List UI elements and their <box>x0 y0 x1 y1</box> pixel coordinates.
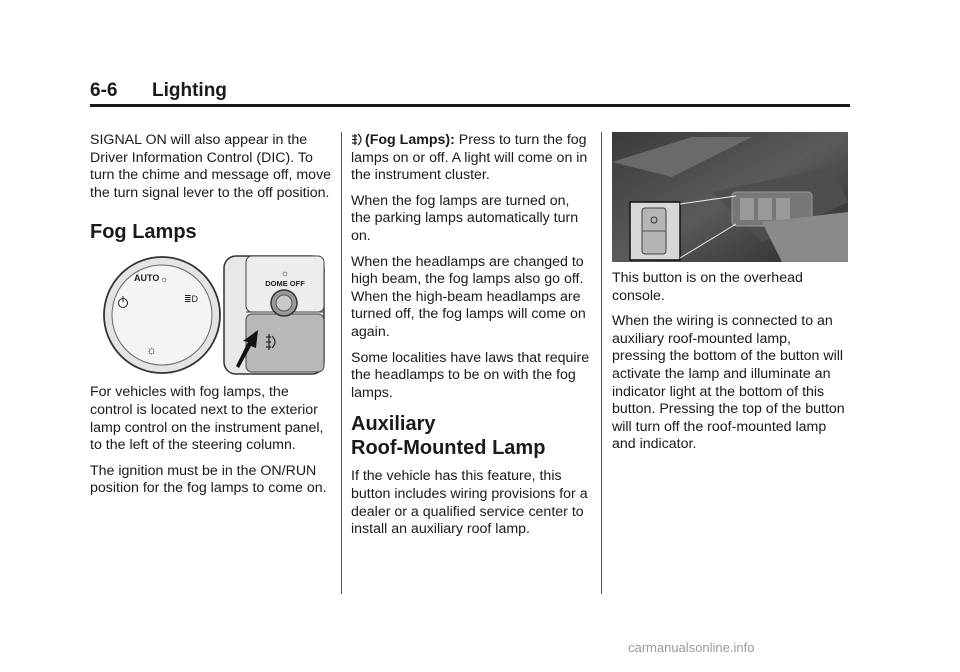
parking-lamps-paragraph: When the fog lamps are turned on, the parking lamps automatically turn on. <box>351 192 579 244</box>
svg-text:☼: ☼ <box>160 274 169 285</box>
column-divider-2 <box>601 132 602 594</box>
wiring-paragraph: When the wiring is connected to an auxiliary roof-mounted lamp, pressing the bottom of the button will activate the lamp and illuminate an indicator light at the bottom of this button. Pressing the top of the button will turn off the roof-mounted lamp and indicator. <box>612 313 845 453</box>
fog-lamp-icon <box>351 133 365 146</box>
auxiliary-lamp-heading <box>351 412 591 460</box>
header-rule <box>90 104 850 107</box>
fog-location-paragraph: For vehicles with fog lamps, the control is located next to the exterior lamp control on the instrument panel, to the left of the steering column. <box>90 384 324 454</box>
column-1 <box>90 132 335 506</box>
column-2 <box>351 132 591 547</box>
auxiliary-lamp-paragraph: If the vehicle has this feature, this button includes wiring provisions for a dealer or a qualified service center to install an auxiliary roof lamp. <box>351 468 588 538</box>
localities-paragraph: Some localities have laws that require the headlamps to be on with the fog lamps. <box>351 349 590 401</box>
overhead-console-illustration <box>612 132 848 262</box>
dome-off-label: DOME OFF <box>265 279 305 289</box>
signal-paragraph: SIGNAL ON will also appear in the Driver Information Control (DIC). To turn the chime and message off, move the turn signal lever to the off position. <box>90 132 332 201</box>
page-header <box>90 80 850 106</box>
auxiliary-heading-line-1: Auxiliary <box>351 413 436 436</box>
high-beam-paragraph: When the headlamps are changed to high beam, the fog lamps also go off. When the high-beam headlamps are turned off, the fog lamps will come on again. <box>351 253 586 340</box>
fog-lamps-heading: Fog Lamps <box>90 221 197 244</box>
column-divider-1 <box>341 132 342 594</box>
watermark-credit: carmanualsonline.info <box>628 640 755 655</box>
svg-text:☼: ☼ <box>146 343 157 358</box>
svg-text:☼: ☼ <box>280 268 290 279</box>
auxiliary-heading-line-2: Roof-Mounted Lamp <box>351 437 546 460</box>
ignition-paragraph: The ignition must be in the ON/RUN position for the fog lamps to come on. <box>90 462 327 497</box>
overhead-console-photo <box>612 132 848 262</box>
svg-text:≣D: ≣D <box>184 294 199 305</box>
auto-label: AUTO <box>134 273 160 284</box>
fog-lamp-control-figure <box>96 254 326 376</box>
section-title: Lighting <box>152 80 227 101</box>
fog-lamps-text: Press to turn the fog lamps on or off. A light will come on in the instrument cluster. <box>351 132 588 184</box>
fog-lamps-term: (Fog Lamps): <box>365 132 455 148</box>
fog-lamps-paragraph <box>351 132 591 185</box>
column-3 <box>612 132 848 462</box>
console-location-paragraph: This button is on the overhead console. <box>612 270 803 304</box>
lamp-control-illustration <box>96 254 326 376</box>
page-number: 6-6 <box>90 80 118 101</box>
